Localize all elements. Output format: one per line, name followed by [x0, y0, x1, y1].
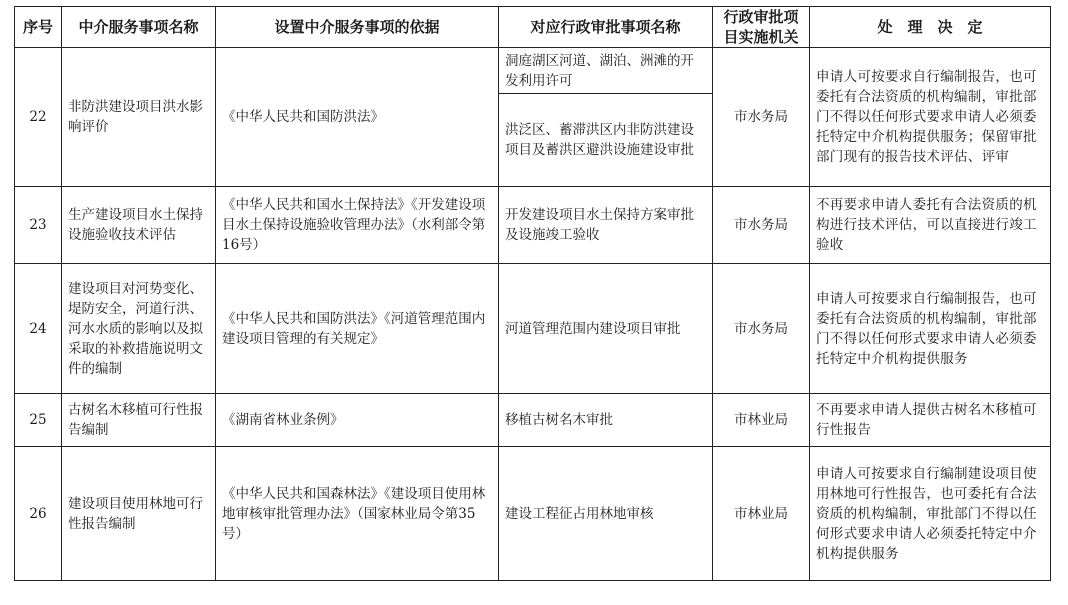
cell-seq: 22 [15, 48, 62, 187]
cell-approval-name: 河道管理范围内建设项目审批 [499, 264, 713, 394]
cell-approval-name: 洪泛区、蓄滞洪区内非防洪建设项目及蓄洪区避洪设施建设审批 [499, 94, 713, 187]
cell-approval-name: 洞庭湖区河道、湖泊、洲滩的开发利用许可 [499, 48, 713, 94]
cell-item-name: 建设项目对河势变化、堤防安全，河道行洪、河水水质的影响以及拟采取的补救措施说明文件的编制 [62, 264, 216, 394]
cell-decision: 不再要求申请人提供古树名木移植可行性报告 [810, 394, 1051, 447]
cell-approval-name: 移植古树名木审批 [499, 394, 713, 447]
cell-decision: 申请人可按要求自行编制报告，也可委托有合法资质的机构编制，审批部门不得以任何形式要求申请人必须委托特定中介机构提供服务 [810, 264, 1051, 394]
cell-item-name: 生产建设项目水土保持设施验收技术评估 [62, 187, 216, 264]
table-row [15, 447, 1051, 581]
cell-approval-name: 建设工程征占用林地审核 [499, 447, 713, 581]
cell-decision: 申请人可按要求自行编制报告，也可委托有合法资质的机构编制，审批部门不得以任何形式要求申请人必须委托特定中介机构提供服务；保留审批部门现有的报告技术评估、评审 [810, 48, 1051, 187]
cell-seq: 25 [15, 394, 62, 447]
table-row [15, 264, 1051, 394]
decision-table [14, 6, 1051, 581]
cell-agency: 市林业局 [713, 447, 810, 581]
header-item-name: 中介服务事项名称 [62, 7, 216, 48]
header-seq: 序号 [15, 7, 62, 48]
cell-agency: 市水务局 [713, 187, 810, 264]
header-decision: 处 理 决 定 [810, 7, 1051, 48]
table-row [15, 394, 1051, 447]
header-approval-name: 对应行政审批事项名称 [499, 7, 713, 48]
cell-decision: 申请人可按要求自行编制建设项目使用林地可行性报告，也可委托有合法资质的机构编制，审批部门不得以任何形式要求申请人必须委托特定中介机构提供服务 [810, 447, 1051, 581]
cell-basis: 《中华人民共和国森林法》《建设项目使用林地审核审批管理办法》（国家林业局令第35号） [216, 447, 499, 581]
cell-seq: 26 [15, 447, 62, 581]
cell-agency: 市水务局 [713, 264, 810, 394]
cell-seq: 23 [15, 187, 62, 264]
cell-approval-name: 开发建设项目水土保持方案审批及设施竣工验收 [499, 187, 713, 264]
cell-basis: 《中华人民共和国水土保持法》《开发建设项目水土保持设施验收管理办法》（水利部令第16号） [216, 187, 499, 264]
cell-basis: 《中华人民共和国防洪法》 [216, 48, 499, 187]
header-basis: 设置中介服务事项的依据 [216, 7, 499, 48]
cell-basis: 《中华人民共和国防洪法》《河道管理范围内建设项目管理的有关规定》 [216, 264, 499, 394]
cell-decision: 不再要求申请人委托有合法资质的机构进行技术评估，可以直接进行竣工验收 [810, 187, 1051, 264]
cell-basis: 《湖南省林业条例》 [216, 394, 499, 447]
header-agency: 行政审批项目实施机关 [713, 7, 810, 48]
cell-agency: 市林业局 [713, 394, 810, 447]
cell-seq: 24 [15, 264, 62, 394]
cell-item-name: 建设项目使用林地可行性报告编制 [62, 447, 216, 581]
cell-item-name: 古树名木移植可行性报告编制 [62, 394, 216, 447]
cell-item-name: 非防洪建设项目洪水影响评价 [62, 48, 216, 187]
header-row [15, 7, 1051, 48]
cell-agency: 市水务局 [713, 48, 810, 187]
table-row [15, 187, 1051, 264]
table-row [15, 48, 1051, 94]
